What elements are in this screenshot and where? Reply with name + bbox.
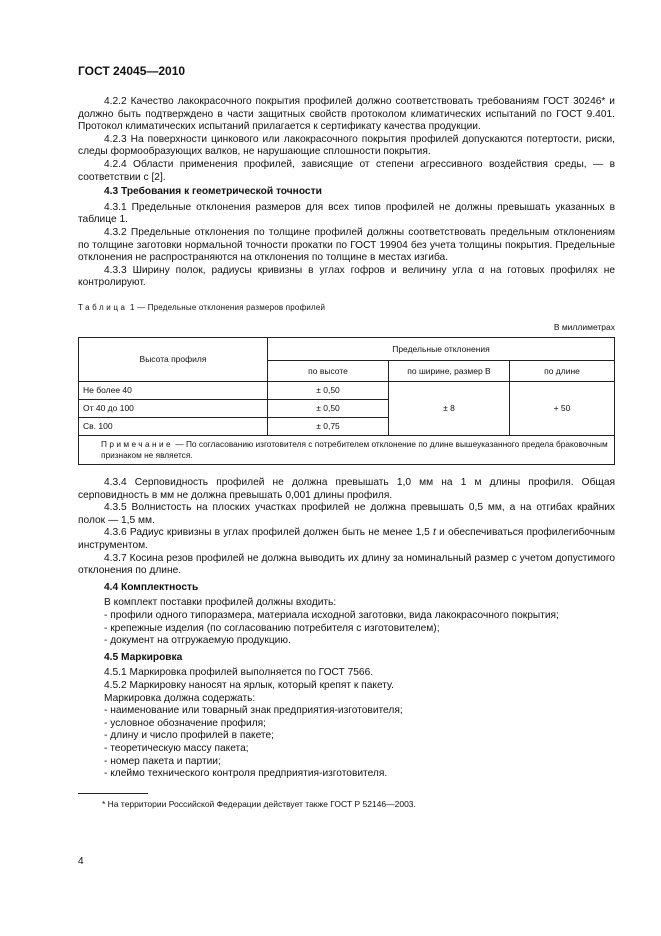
- paragraph-4-3-1: 4.3.1 Предельные отклонения размеров для всех типов профилей не должны превышать указанных в таблице 1.: [78, 201, 615, 226]
- page-header: ГОСТ 24045—2010: [78, 64, 186, 78]
- table-cell-width: ± 8: [389, 382, 510, 436]
- table-units: В миллиметрах: [553, 321, 615, 332]
- table-cell-label: От 40 до 100: [79, 400, 268, 418]
- paragraph-4-5-2: 4.5.2 Маркировку наносят на ярлык, который крепят к пакету.: [104, 680, 394, 691]
- list-item: - наименование или товарный знак предприятия-изготовителя;: [104, 705, 403, 717]
- page-number: 4: [78, 856, 84, 867]
- table-caption-text: 1 — Предельные отклонения размеров профилей: [127, 302, 326, 312]
- paragraph-4-4-intro: В комплект поставки профилей должны входить:: [104, 597, 337, 609]
- paragraph-4-3-3: 4.3.3 Ширину полок, радиусы кривизны в углах гофров и величину угла α на готовых профилях не контролируют.: [78, 264, 615, 289]
- paragraph-4-3-2: 4.3.2 Предельные отклонения по толщине профилей должны соответствовать предельным отклонениям по толщине заготовки нормальной точности прокатки по ГОСТ 19904 без учета толщины покрытия. Предельные отклонения не распространяются на отклонения по толщине в местах изгиба.: [78, 226, 615, 264]
- paragraph-4-2-2: 4.2.2 Качество лакокрасочного покрытия профилей должно соответствовать требованиям ГОСТ 30246* и должно быть подтверждено в части защитных свойств протоколом климатических испытаний по ГОСТ 9.401. Протокол климатических испытаний прилагается к сертификату качества продукции.: [78, 96, 615, 133]
- paragraph-4-3-6: [78, 527, 615, 552]
- table-header-by-width: по ширине, размер B: [389, 361, 510, 382]
- table-cell-height: ± 0,50: [268, 400, 389, 418]
- section-heading-4-3: 4.3 Требования к геометрической точности: [104, 186, 322, 198]
- table-caption: [78, 302, 615, 315]
- table-cell-length: + 50: [510, 382, 615, 436]
- table-header-deviations: Предельные отклонения: [268, 338, 615, 361]
- paragraph-4-3-6-part-a: 4.3.6 Радиус кривизны в углах профилей должен быть не менее 1,5: [104, 527, 434, 539]
- paragraph-4-3-5: 4.3.5 Волнистость на плоских участках профилей не должна превышать 0,5 мм, а на отгибах крайних полок — 1,5 мм.: [78, 502, 615, 526]
- paragraph-4-5-1: 4.5.1 Маркировка профилей выполняется по ГОСТ 7566.: [104, 667, 374, 679]
- table-header-height: Высота профиля: [79, 338, 268, 382]
- list-item: - крепежные изделия (по согласованию потребителя с изготовителем);: [104, 622, 440, 634]
- list-item: - документ на отгружаемую продукцию.: [104, 635, 291, 647]
- deviation-table: [78, 337, 615, 465]
- page-body: [78, 96, 615, 810]
- footnote-divider: [78, 793, 148, 794]
- table-caption-word: Таблица: [78, 302, 128, 312]
- paragraph-4-3-4: 4.3.4 Серповидность профилей не должна превышать 1,0 мм на 1 м длины профиля. Общая серповидность в мм не должна превышать 0,001 длины профиля.: [78, 477, 615, 501]
- paragraph-4-3-6-part-b: и обеспечиваться профилегибочным инструментом.: [78, 527, 615, 552]
- list-item: - условное обозначение профиля;: [104, 717, 267, 729]
- paragraph-4-2-4: 4.2.4 Области применения профилей, зависящие от степени агрессивного воздействия среды, — в соответствии с [2].: [78, 158, 615, 183]
- paragraph-4-5-intro: Маркировка должна содержать:: [104, 692, 256, 704]
- section-heading-4-5: 4.5 Маркировка: [104, 651, 183, 663]
- list-item: - профили одного типоразмера, материала исходной заготовки, вида лакокрасочного покрытия;: [104, 610, 559, 622]
- table-row: [79, 382, 615, 400]
- table-cell-label: Св. 100: [79, 418, 268, 436]
- paragraph-4-2-3: 4.2.3 На поверхности цинкового или лакокрасочного покрытия профилей допускаются потертости, риски, следы формообразующих валков, не нарушающие сплошности покрытия.: [78, 133, 615, 158]
- table-cell-label: Не более 40: [79, 382, 268, 400]
- section-heading-4-4: 4.4 Комплектность: [104, 581, 199, 593]
- table-note: [79, 436, 615, 465]
- table-note-word: Примечание: [101, 439, 174, 450]
- table-note-text: — По согласованию изготовителя с потребителем отклонение по длине вышеуказанного предела браковочным признаком не является.: [101, 439, 608, 461]
- footnote: * На территории Российской Федерации действует также ГОСТ Р 52146—2003.: [102, 798, 416, 809]
- table-cell-height: ± 0,75: [268, 418, 389, 436]
- list-item: - номер пакета и партии;: [104, 755, 221, 767]
- list-item: - длину и число профилей в пакете;: [104, 730, 274, 742]
- table-header-by-length: по длине: [510, 361, 615, 382]
- list-item: - теоретическую массу пакета;: [104, 742, 249, 754]
- paragraph-4-3-7: 4.3.7 Косина резов профилей не должна выводить их длину за номинальный размер с учетом допустимого отклонения по длине.: [78, 552, 615, 577]
- paragraph-4-3-6-symbol: t: [433, 527, 436, 539]
- table-cell-height: ± 0,50: [268, 382, 389, 400]
- table-header-by-height: по высоте: [268, 361, 389, 382]
- list-item: - клеймо технического контроля предприятия-изготовителя.: [104, 768, 388, 780]
